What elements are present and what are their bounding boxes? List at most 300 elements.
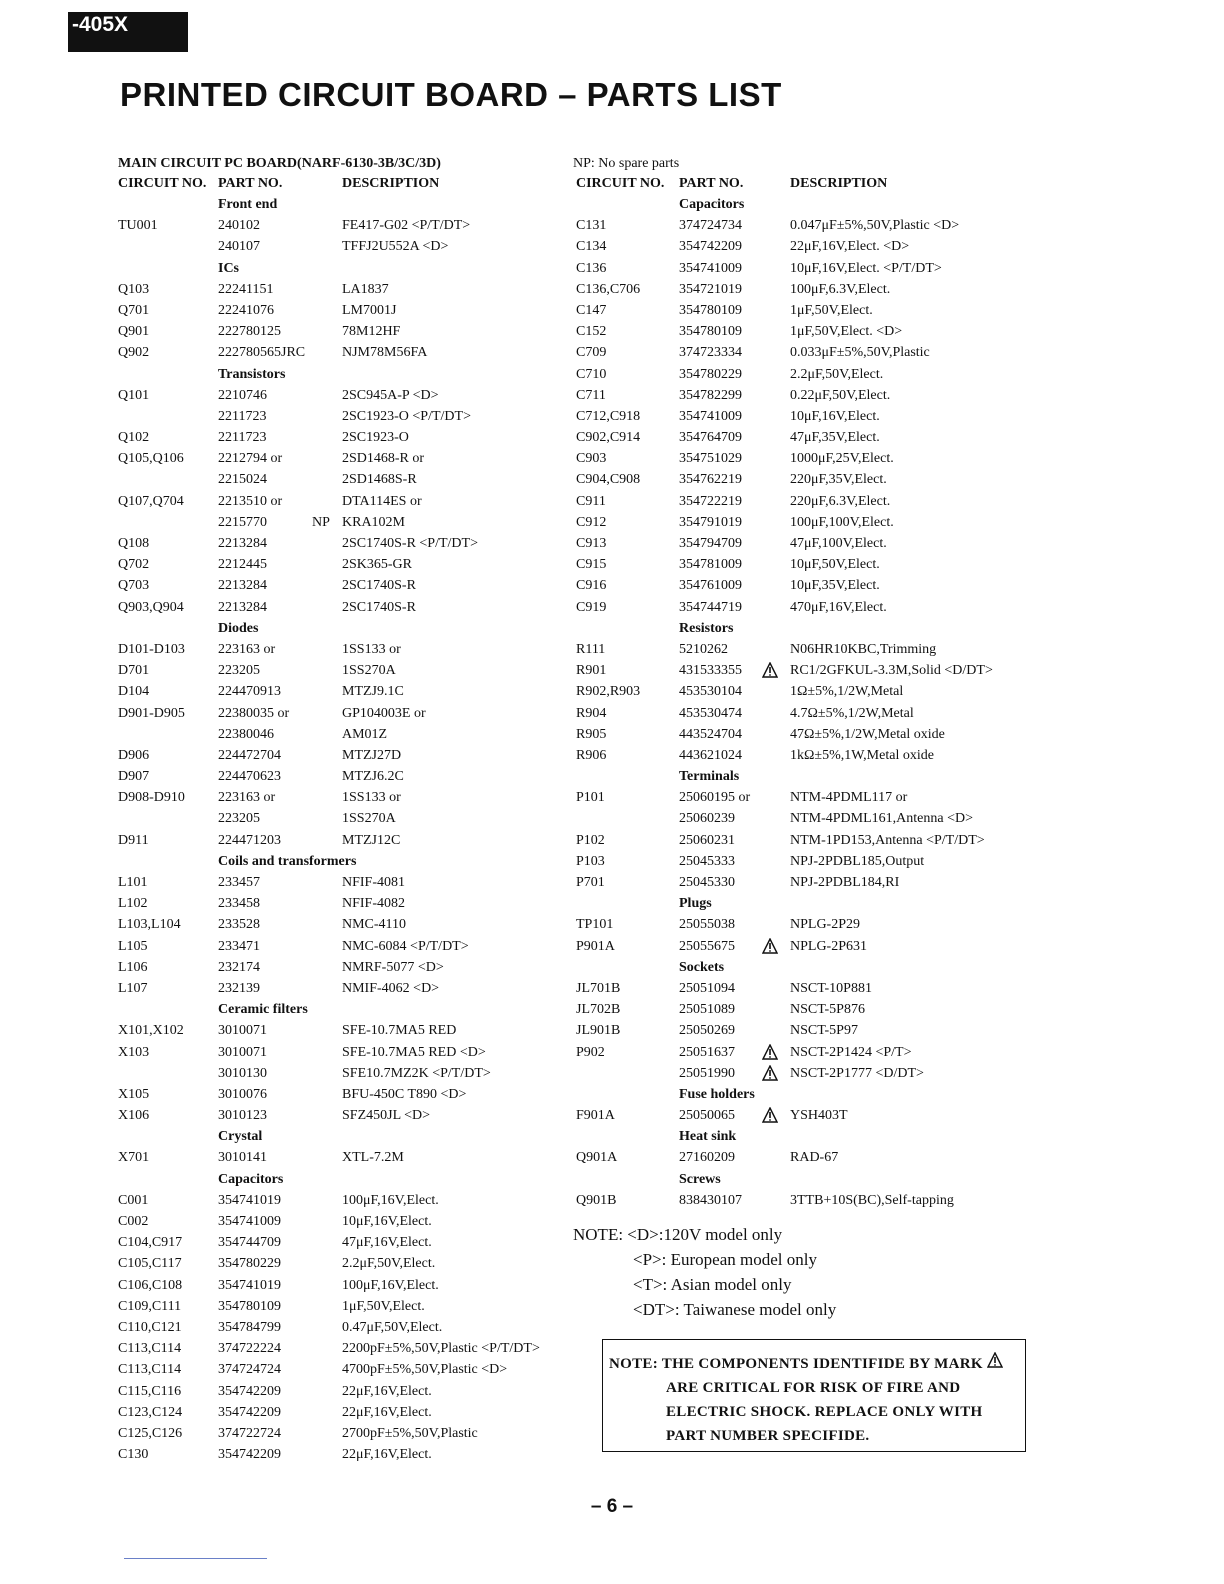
group-heading-label: Crystal	[218, 1129, 263, 1145]
circuit-no-cell: Q701	[118, 302, 150, 318]
table-row	[573, 342, 1053, 363]
description-cell: 47Ω±5%,1/2W,Metal oxide	[790, 726, 945, 742]
table-row	[118, 1084, 568, 1105]
table-row	[573, 236, 1053, 257]
table-row	[573, 554, 1053, 575]
circuit-no-cell: C104,C917	[118, 1235, 183, 1251]
group-heading	[573, 1169, 1053, 1190]
part-no-cell: 3010071	[218, 1044, 267, 1060]
circuit-no-cell: JL702B	[576, 1002, 621, 1018]
description-cell: 2SC1923-O	[342, 430, 409, 446]
circuit-no-cell: C904,C908	[576, 472, 641, 488]
part-no-cell: 354782299	[679, 387, 742, 403]
circuit-no-cell: R906	[576, 747, 607, 763]
group-heading	[118, 194, 568, 215]
part-no-cell: 354780229	[679, 366, 742, 382]
table-row	[573, 681, 1053, 702]
part-no-cell: 2211723	[218, 430, 267, 446]
part-no-cell: 354744709	[218, 1235, 281, 1251]
footer-rule	[124, 1558, 267, 1559]
table-row	[573, 1020, 1053, 1041]
table-row	[573, 745, 1053, 766]
part-no-cell: 354780109	[679, 324, 742, 340]
circuit-no-cell: C902,C914	[576, 430, 641, 446]
circuit-no-cell: L106	[118, 959, 148, 975]
description-cell: NSCT-5P876	[790, 1002, 865, 1018]
description-cell: NPJ-2PDBL184,RI	[790, 875, 900, 890]
description-cell: 3TTB+10S(BC),Self-tapping	[790, 1192, 954, 1208]
circuit-no-cell: P102	[576, 832, 605, 848]
circuit-no-cell: C712,C918	[576, 408, 641, 424]
table-row	[573, 406, 1053, 427]
description-cell: NTM-4PDML117 or	[790, 790, 908, 806]
table-row	[118, 1381, 568, 1402]
group-heading	[118, 618, 568, 639]
circuit-no-cell: C115,C116	[118, 1383, 182, 1399]
table-row	[118, 427, 568, 448]
table-row	[118, 491, 568, 512]
part-no-cell: 3010076	[218, 1086, 267, 1102]
circuit-no-cell: R902,R903	[576, 684, 641, 700]
circuit-no-cell: C105,C117	[118, 1256, 182, 1272]
table-row	[118, 1232, 568, 1253]
part-no-cell: 22380046	[218, 726, 274, 742]
description-cell: SFE-10.7MA5 RED <D>	[342, 1044, 486, 1060]
circuit-no-cell: Q903,Q904	[118, 599, 184, 615]
part-no-cell: 233458	[218, 896, 260, 912]
description-cell: 22μF,16V,Elect.	[342, 1404, 432, 1420]
description-cell: KRA102M	[342, 514, 406, 530]
description-cell: SFE10.7MZ2K <P/T/DT>	[342, 1065, 491, 1081]
part-no-cell: 25060231	[679, 832, 735, 848]
circuit-no-cell: R901	[576, 663, 607, 679]
group-heading	[118, 1169, 568, 1190]
description-cell: RAD-67	[790, 1150, 839, 1166]
part-no-cell: 27160209	[679, 1150, 735, 1166]
table-row	[573, 575, 1053, 596]
description-cell: 10μF,16V,Elect.	[790, 408, 880, 424]
circuit-no-cell: D908-D910	[118, 790, 185, 806]
critical-components-note	[602, 1339, 1026, 1452]
description-cell: NFIF-4082	[342, 896, 406, 912]
circuit-no-cell: C919	[576, 599, 607, 615]
description-cell: 1000μF,25V,Elect.	[790, 451, 894, 467]
description-cell: 10μF,35V,Elect.	[790, 578, 880, 594]
warning-triangle-icon	[762, 1107, 778, 1123]
circuit-no-cell: Q101	[118, 387, 150, 403]
part-no-cell: 354791019	[679, 514, 742, 530]
circuit-no-cell: X103	[118, 1044, 150, 1060]
part-no-cell: 2212794 or	[218, 451, 283, 467]
part-no-cell: 2215770	[218, 514, 267, 530]
part-no-cell: 25045330	[679, 875, 735, 890]
part-no-cell: 354781009	[679, 557, 742, 573]
circuit-no-cell: P902	[576, 1044, 605, 1060]
table-row	[118, 1020, 568, 1041]
circuit-no-cell: JL701B	[576, 980, 621, 996]
part-no-cell: 354722219	[679, 493, 742, 509]
circuit-no-cell: C130	[118, 1447, 149, 1463]
table-row	[573, 703, 1053, 724]
circuit-no-cell: Q702	[118, 557, 150, 573]
column-headers	[573, 174, 1053, 194]
table-row	[573, 364, 1053, 385]
table-row	[118, 830, 568, 851]
description-cell: NSCT-2P1424 <P/T>	[790, 1044, 912, 1060]
part-no-cell: 3010123	[218, 1108, 267, 1124]
table-row	[118, 300, 568, 321]
table-row	[573, 1042, 1053, 1063]
table-row	[573, 321, 1053, 342]
warning-triangle-icon	[762, 938, 778, 954]
circuit-no-cell: C911	[576, 493, 606, 509]
group-heading-label: Diodes	[218, 620, 259, 636]
circuit-no-cell: C001	[118, 1192, 149, 1208]
note-line	[573, 1222, 836, 1247]
warning-triangle-icon	[762, 1044, 778, 1060]
description-cell: 22μF,16V,Elect.	[342, 1383, 432, 1399]
description-cell: MTZJ6.2C	[342, 769, 404, 785]
group-heading	[118, 851, 568, 872]
description-cell: NFIF-4081	[342, 875, 406, 890]
description-cell: BFU-450C T890 <D>	[342, 1086, 467, 1102]
warning-triangle-icon	[762, 1065, 778, 1081]
table-row	[118, 1423, 568, 1444]
part-no-cell: 25060239	[679, 811, 735, 827]
group-heading-label: Terminals	[679, 769, 740, 785]
description-cell: NPLG-2P29	[790, 917, 861, 933]
description-cell: 2SC1740S-R	[342, 599, 416, 615]
table-row	[118, 1063, 568, 1084]
table-row	[118, 1359, 568, 1380]
table-row	[118, 787, 568, 808]
note-line: <T>: Asian model only	[633, 1275, 792, 1294]
note-label: NOTE:	[573, 1225, 624, 1244]
part-no-cell: 223205	[218, 663, 260, 679]
circuit-no-cell: Q103	[118, 281, 150, 297]
part-no-cell: 374724724	[218, 1362, 281, 1378]
no-spare-part-marker: NP	[312, 514, 330, 530]
part-no-cell: 2211723	[218, 408, 267, 424]
table-row	[573, 491, 1053, 512]
header-description: DESCRIPTION	[342, 176, 440, 191]
description-cell: NSCT-5P97	[790, 1023, 858, 1039]
part-no-cell: 224470913	[218, 684, 281, 700]
circuit-no-cell: R905	[576, 726, 607, 742]
part-no-cell: 3010130	[218, 1065, 267, 1081]
part-no-cell: 222780125	[218, 324, 281, 340]
description-cell: NSCT-10P881	[790, 980, 872, 996]
circuit-no-cell: P103	[576, 853, 605, 869]
table-row	[573, 300, 1053, 321]
part-no-cell: 233471	[218, 938, 260, 954]
table-row	[573, 872, 1053, 893]
part-no-cell: 354780109	[679, 302, 742, 318]
group-heading	[118, 258, 568, 279]
part-no-cell: 22241076	[218, 302, 274, 318]
group-heading-label: Heat sink	[679, 1129, 737, 1145]
group-heading-label: Ceramic filters	[218, 1002, 308, 1018]
description-cell: 47μF,16V,Elect.	[342, 1235, 432, 1251]
description-cell: LM7001J	[342, 302, 397, 318]
description-cell: 2200pF±5%,50V,Plastic <P/T/DT>	[342, 1341, 540, 1357]
table-row	[118, 1190, 568, 1211]
description-cell: NMRF-5077 <D>	[342, 959, 444, 975]
part-no-cell: 354794709	[679, 536, 742, 551]
table-row	[118, 215, 568, 236]
circuit-no-cell: D901-D905	[118, 705, 185, 721]
circuit-no-cell: C711	[576, 387, 606, 403]
header-description: DESCRIPTION	[790, 176, 888, 191]
description-cell: AM01Z	[342, 726, 388, 742]
description-cell: 100μF,16V,Elect.	[342, 1192, 439, 1208]
description-cell: TFFJ2U552A <D>	[342, 239, 449, 255]
circuit-no-cell: Q107,Q704	[118, 493, 184, 509]
circuit-no-cell: TP101	[576, 917, 614, 933]
table-row	[573, 1105, 1053, 1126]
circuit-no-cell: L107	[118, 980, 148, 996]
circuit-no-cell: C123,C124	[118, 1404, 183, 1420]
circuit-no-cell: C110,C121	[118, 1319, 182, 1335]
parts-table-left	[118, 194, 568, 1465]
group-heading	[118, 1126, 568, 1147]
circuit-no-cell: X701	[118, 1150, 150, 1166]
main-board-parts-column	[118, 154, 568, 1465]
model-number-tab: -405X	[68, 12, 188, 52]
description-cell: MTZJ9.1C	[342, 684, 404, 700]
circuit-no-cell: C106,C108	[118, 1277, 183, 1293]
group-heading-label: Transistors	[218, 366, 286, 382]
description-cell: 1SS270A	[342, 663, 396, 679]
circuit-no-cell: C113,C114	[118, 1341, 182, 1357]
table-row	[118, 406, 568, 427]
description-cell: 1SS270A	[342, 811, 396, 827]
table-row	[118, 1444, 568, 1465]
table-row	[118, 512, 568, 533]
table-row	[118, 321, 568, 342]
description-cell: 47μF,35V,Elect.	[790, 430, 880, 446]
part-no-cell: 3010071	[218, 1023, 267, 1039]
part-no-cell: 25055675	[679, 938, 735, 954]
part-no-cell: 223205	[218, 811, 260, 827]
table-row	[118, 1296, 568, 1317]
part-no-cell: 25051089	[679, 1002, 735, 1018]
critical-note-text: NOTE: THE COMPONENTS IDENTIFIDE BY MARK	[609, 1356, 983, 1372]
description-cell: 1μF,50V,Elect. <D>	[790, 324, 903, 340]
part-no-cell: 354721019	[679, 281, 742, 297]
part-no-cell: 223163 or	[218, 641, 276, 657]
description-cell: 2700pF±5%,50V,Plastic	[342, 1425, 478, 1441]
description-cell: 10μF,16V,Elect. <P/T/DT>	[790, 260, 942, 276]
group-heading	[573, 957, 1053, 978]
critical-note-line	[609, 1352, 1021, 1376]
column-headers	[118, 174, 568, 194]
description-cell: NMIF-4062 <D>	[342, 980, 440, 996]
table-row	[573, 639, 1053, 660]
part-no-cell: 5210262	[679, 641, 728, 657]
circuit-no-cell: C113,C114	[118, 1362, 182, 1378]
description-cell: 10μF,16V,Elect.	[342, 1214, 432, 1229]
description-cell: YSH403T	[790, 1108, 848, 1124]
description-cell: 47μF,100V,Elect.	[790, 536, 887, 551]
circuit-no-cell: D911	[118, 832, 149, 848]
circuit-no-cell: C903	[576, 451, 607, 467]
description-cell: XTL-7.2M	[342, 1150, 404, 1166]
circuit-no-cell: C913	[576, 536, 607, 551]
group-heading-label: Front end	[218, 197, 278, 212]
table-row	[573, 427, 1053, 448]
circuit-no-cell: L101	[118, 875, 148, 890]
warning-triangle-icon	[762, 662, 778, 678]
circuit-no-cell: Q901	[118, 324, 150, 340]
circuit-no-cell: C002	[118, 1214, 149, 1229]
part-no-cell: 25051094	[679, 980, 735, 996]
part-no-cell: 374724734	[679, 218, 742, 234]
description-cell: MTZJ27D	[342, 747, 402, 763]
part-no-cell: 374723334	[679, 345, 742, 361]
circuit-no-cell: C912	[576, 514, 607, 530]
part-no-cell: 222780565JRC	[218, 345, 306, 361]
group-heading-label: Screws	[679, 1171, 721, 1187]
circuit-no-cell: Q703	[118, 578, 150, 594]
part-no-cell: 838430107	[679, 1192, 742, 1208]
group-heading-label: Fuse holders	[679, 1086, 755, 1102]
table-row	[573, 660, 1053, 681]
description-cell: FE417-G02 <P/T/DT>	[342, 218, 471, 234]
note-text: <D>:120V model only	[627, 1225, 783, 1244]
table-row	[118, 745, 568, 766]
circuit-no-cell: X105	[118, 1086, 150, 1102]
part-no-cell: 224472704	[218, 747, 281, 763]
circuit-no-cell: C709	[576, 345, 607, 361]
table-row	[118, 279, 568, 300]
table-row	[118, 1105, 568, 1126]
description-cell: 22μF,16V,Elect. <D>	[790, 239, 910, 255]
circuit-no-cell: C915	[576, 557, 607, 573]
part-no-cell: 374722724	[218, 1425, 281, 1441]
table-row	[118, 914, 568, 935]
description-cell: 0.033μF±5%,50V,Plastic	[790, 345, 930, 361]
header-part-no: PART NO.	[679, 176, 744, 191]
part-no-cell: 354741019	[218, 1277, 281, 1293]
description-cell: SFE-10.7MA5 RED	[342, 1023, 457, 1039]
table-row	[573, 787, 1053, 808]
description-cell: 2SD1468-R or	[342, 451, 425, 467]
part-no-cell: 224470623	[218, 769, 281, 785]
parts-table-right	[573, 194, 1053, 1211]
description-cell: LA1837	[342, 281, 389, 297]
table-row	[573, 448, 1053, 469]
description-cell: 4700pF±5%,50V,Plastic <D>	[342, 1362, 508, 1378]
description-cell: 0.22μF,50V,Elect.	[790, 387, 891, 403]
part-no-cell: 223163 or	[218, 790, 276, 806]
description-cell: 2SC1740S-R	[342, 578, 416, 594]
table-row	[118, 385, 568, 406]
circuit-no-cell: C131	[576, 218, 607, 234]
table-row	[573, 258, 1053, 279]
page-title: PRINTED CIRCUIT BOARD – PARTS LIST	[120, 76, 782, 113]
header-circuit-no: CIRCUIT NO.	[118, 176, 207, 191]
circuit-no-cell: C147	[576, 302, 607, 318]
description-cell: 1SS133 or	[342, 641, 401, 657]
parts-column-right	[573, 154, 1053, 1211]
circuit-no-cell: Q105,Q106	[118, 451, 184, 467]
part-no-cell: 354744719	[679, 599, 742, 615]
part-no-cell: 453530104	[679, 684, 742, 700]
circuit-no-cell: C109,C111	[118, 1298, 182, 1314]
description-cell: 78M12HF	[342, 324, 401, 340]
circuit-no-cell: P901A	[576, 938, 615, 954]
description-cell: NJM78M56FA	[342, 345, 428, 361]
critical-note-line: ELECTRIC SHOCK. REPLACE ONLY WITH	[666, 1404, 983, 1420]
circuit-no-cell: C136,C706	[576, 281, 641, 297]
description-cell: 2SD1468S-R	[342, 472, 417, 488]
group-heading	[573, 893, 1053, 914]
description-cell: 1μF,50V,Elect.	[342, 1298, 425, 1314]
part-no-cell: 240102	[218, 218, 260, 234]
part-no-cell: 354742209	[218, 1447, 281, 1463]
part-no-cell: 354741009	[679, 260, 742, 276]
table-row	[118, 448, 568, 469]
part-no-cell: 25051990	[679, 1065, 735, 1081]
part-no-cell: 431533355	[679, 663, 742, 679]
group-heading	[573, 1084, 1053, 1105]
description-cell: 1μF,50V,Elect.	[790, 302, 873, 318]
part-no-cell: 354784799	[218, 1319, 281, 1335]
table-row	[118, 936, 568, 957]
description-cell: 1SS133 or	[342, 790, 401, 806]
circuit-no-cell: C152	[576, 324, 607, 340]
table-row	[118, 681, 568, 702]
table-row	[573, 999, 1053, 1020]
part-no-cell: 354751029	[679, 451, 742, 467]
table-row	[573, 1063, 1053, 1084]
circuit-no-cell: R904	[576, 705, 607, 721]
table-row	[118, 893, 568, 914]
critical-note-line: PART NUMBER SPECIFIDE.	[666, 1428, 870, 1444]
part-no-cell: 354741019	[218, 1192, 281, 1208]
table-row	[573, 808, 1053, 829]
description-cell: 22μF,16V,Elect.	[342, 1447, 432, 1463]
note-line: <DT>: Taiwanese model only	[633, 1300, 837, 1319]
part-no-cell: 25050269	[679, 1023, 735, 1039]
description-cell: 100μF,100V,Elect.	[790, 514, 894, 530]
description-cell: 470μF,16V,Elect.	[790, 599, 887, 615]
part-no-cell: 3010141	[218, 1150, 267, 1166]
circuit-no-cell: Q901A	[576, 1150, 618, 1166]
table-row	[118, 660, 568, 681]
table-row	[118, 703, 568, 724]
description-cell: 4.7Ω±5%,1/2W,Metal	[790, 705, 914, 721]
circuit-no-cell: C916	[576, 578, 607, 594]
table-row	[573, 215, 1053, 236]
circuit-no-cell: R111	[576, 641, 606, 657]
group-heading	[118, 999, 568, 1020]
np-note: NP: No spare parts	[573, 156, 680, 171]
table-row	[573, 533, 1053, 554]
board-title: MAIN CIRCUIT PC BOARD(NARF-6130-3B/3C/3D)	[118, 156, 441, 171]
warning-triangle-icon	[987, 1352, 1003, 1368]
circuit-no-cell: D104	[118, 684, 150, 700]
part-no-cell: 354780229	[218, 1256, 281, 1272]
table-row	[118, 1211, 568, 1232]
group-heading-label: Coils and transformers	[218, 853, 357, 869]
circuit-no-cell: D101-D103	[118, 641, 185, 657]
part-no-cell: 354761009	[679, 578, 742, 594]
part-no-cell: 2215024	[218, 472, 267, 488]
part-no-cell: 240107	[218, 239, 260, 255]
description-cell: 1Ω±5%,1/2W,Metal	[790, 684, 904, 700]
